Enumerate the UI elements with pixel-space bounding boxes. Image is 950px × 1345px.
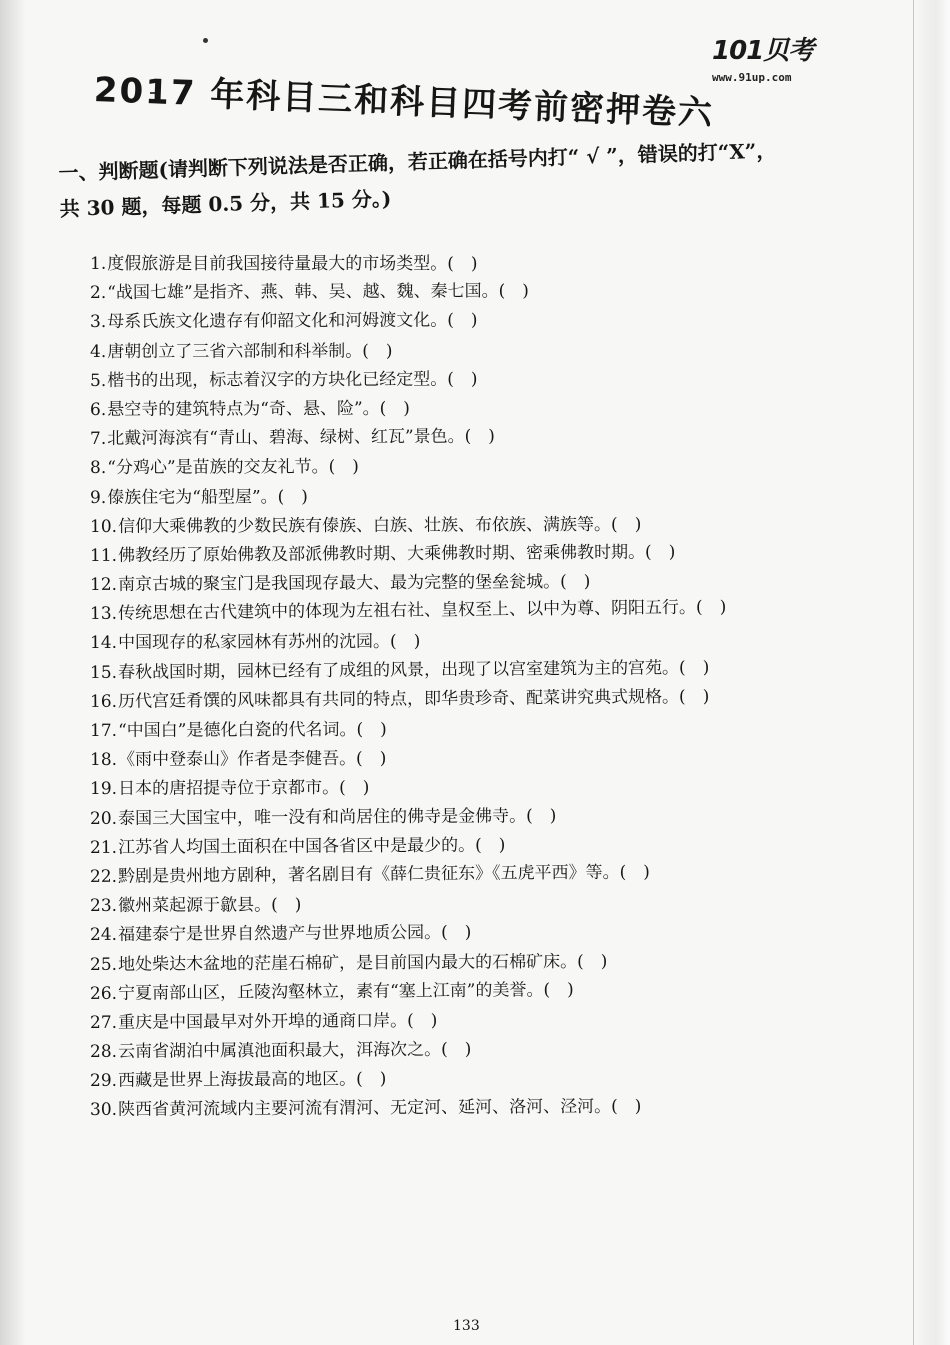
question-number: 2. bbox=[89, 283, 107, 304]
question-text: 傣族住宅为“船型屋”。( ) bbox=[107, 486, 308, 508]
question-text: 泰国三大国宝中，唯一没有和尚居住的佛寺是金佛寺。( ) bbox=[117, 805, 557, 829]
brand-url: www.91up.com bbox=[712, 71, 792, 84]
question-item bbox=[90, 1092, 820, 1126]
question-number: 25. bbox=[89, 954, 118, 975]
page-gutter-shadow bbox=[0, 0, 26, 1345]
question-item bbox=[90, 451, 820, 483]
question-text: 唐朝创立了三省六部制和科举制。( ) bbox=[107, 340, 393, 362]
question-number: 19. bbox=[89, 779, 118, 800]
section-heading-line-1: 一、判断题(请判断下列说法是否正确，若正确在括号内打“ √ ”，错误的打“X”， bbox=[58, 138, 777, 185]
question-item bbox=[90, 305, 820, 337]
question-number: 13. bbox=[89, 603, 118, 625]
question-text: 度假旅游是目前我国接待量最大的市场类型。( ) bbox=[107, 254, 478, 274]
question-number: 29. bbox=[89, 1071, 118, 1092]
brand-logo bbox=[712, 30, 822, 84]
question-number: 18. bbox=[89, 750, 118, 771]
question-text: 南京古城的聚宝门是我国现存最大、最为完整的堡垒瓮城。( ) bbox=[117, 571, 591, 595]
question-text: 地处柴达木盆地的茫崖石棉矿，是目前国内最大的石棉矿床。( ) bbox=[117, 951, 608, 975]
question-item bbox=[90, 593, 820, 630]
question-text: 北戴河海滨有“青山、碧海、绿树、红瓦”景色。( ) bbox=[107, 426, 495, 450]
question-number: 30. bbox=[89, 1100, 118, 1121]
question-item bbox=[90, 857, 820, 892]
question-text: 佛教经历了原始佛教及部派佛教时期、大乘佛教时期、密乘佛教时期。( ) bbox=[117, 542, 676, 566]
question-number: 17. bbox=[89, 720, 118, 741]
question-number: 12. bbox=[89, 574, 118, 596]
question-text: 母系氏族文化遗存有仰韶文化和河姆渡文化。( ) bbox=[107, 310, 478, 333]
question-number: 16. bbox=[89, 691, 118, 712]
question-item bbox=[90, 714, 820, 746]
page-right-edge bbox=[913, 0, 950, 1345]
question-item bbox=[90, 743, 820, 775]
question-number: 15. bbox=[89, 662, 118, 683]
question-number: 4. bbox=[89, 341, 107, 362]
question-number: 28. bbox=[89, 1041, 118, 1063]
question-text: 传统思想在古代建筑中的体现为左祖右社、皇权至上、以中为尊、阴阳五行。( ) bbox=[117, 597, 727, 624]
question-number: 6. bbox=[89, 399, 107, 420]
question-text: 西藏是世界上海拔最高的地区。( ) bbox=[117, 1069, 387, 1092]
question-item bbox=[90, 974, 820, 1009]
page-title: 2017 年科目三和科目四考前密押卷六 bbox=[93, 69, 715, 134]
question-item bbox=[90, 1004, 820, 1038]
question-item bbox=[90, 480, 820, 512]
question-number: 10. bbox=[89, 516, 118, 537]
question-number: 14. bbox=[89, 633, 118, 654]
question-number: 27. bbox=[89, 1012, 118, 1033]
question-number: 22. bbox=[89, 866, 118, 887]
question-text: 中国现存的私家园林有苏州的沈园。( ) bbox=[118, 632, 421, 654]
question-text: 江苏省人均国土面积在中国各省区中是最少的。( ) bbox=[117, 835, 506, 858]
question-number: 20. bbox=[89, 808, 118, 829]
question-number: 3. bbox=[89, 312, 107, 333]
question-number: 21. bbox=[89, 837, 118, 858]
question-text: 黔剧是贵州地方剧种，著名剧目有《薛仁贵征东》《五虎平西》等。( ) bbox=[117, 862, 650, 887]
question-item bbox=[90, 364, 820, 396]
question-text: 宁夏南部山区，丘陵沟壑林立，素有“塞上江南”的美誉。( ) bbox=[117, 979, 574, 1004]
question-item bbox=[90, 336, 820, 367]
question-text: 信仰大乘佛教的少数民族有傣族、白族、壮族、布依族、满族等。( ) bbox=[118, 514, 642, 537]
section-heading bbox=[58, 131, 820, 227]
question-text: 陕西省黄河流域内主要河流有渭河、无定河、延河、洛河、泾河。( ) bbox=[117, 1096, 642, 1121]
question-item bbox=[90, 537, 820, 571]
question-item bbox=[90, 421, 820, 455]
question-text: “战国七雄”是指齐、燕、韩、吴、越、魏、秦七国。( ) bbox=[107, 281, 529, 304]
question-item bbox=[90, 772, 820, 804]
question-text: 福建泰宁是世界自然遗产与世界地质公园。( ) bbox=[117, 922, 472, 946]
question-item bbox=[90, 510, 820, 542]
question-text: 春秋战国时期，园林已经有了成组的风景，出现了以宫室建筑为主的宫苑。( ) bbox=[117, 657, 710, 683]
question-text: 日本的唐招提寺位于京都市。( ) bbox=[118, 778, 370, 800]
question-list bbox=[90, 250, 820, 1126]
question-text: 历代宫廷肴馔的风味都具有共同的特点，即华贵珍奇、配菜讲究典式规格。( ) bbox=[117, 686, 710, 712]
question-text: 楷书的出现，标志着汉字的方块化已经定型。( ) bbox=[107, 369, 478, 391]
question-text: 云南省湖泊中属滇池面积最大，洱海次之。( ) bbox=[117, 1039, 472, 1062]
question-item bbox=[90, 800, 820, 834]
question-text: 《雨中登泰山》作者是李健吾。( ) bbox=[118, 748, 387, 771]
question-number: 11. bbox=[89, 545, 118, 566]
question-number: 7. bbox=[89, 429, 107, 450]
question-text: 徽州菜起源于歙县。( ) bbox=[118, 895, 302, 917]
question-item bbox=[90, 682, 820, 717]
question-text: 重庆是中国最早对外开埠的通商口岸。( ) bbox=[117, 1010, 438, 1033]
question-text: “分鸡心”是苗族的交友礼节。( ) bbox=[107, 457, 359, 479]
question-item bbox=[90, 276, 820, 308]
question-number: 24. bbox=[89, 925, 118, 946]
question-number: 5. bbox=[89, 370, 107, 391]
question-text: “中国白”是德化白瓷的代名词。( ) bbox=[118, 719, 387, 741]
question-number: 23. bbox=[89, 896, 118, 917]
brand-name: 101贝考 bbox=[712, 36, 814, 66]
section-heading-line-2: 共 30 题，每题 0.5 分，共 15 分。) bbox=[59, 186, 392, 221]
question-number: 9. bbox=[89, 487, 107, 508]
question-item bbox=[90, 917, 820, 951]
question-text: 悬空寺的建筑特点为“奇、悬、险”。( ) bbox=[107, 398, 410, 420]
question-number: 8. bbox=[89, 458, 107, 479]
ink-dot bbox=[203, 38, 208, 43]
question-number: 1. bbox=[90, 254, 107, 274]
question-number: 26. bbox=[89, 983, 118, 1004]
page-number: 133 bbox=[453, 1318, 480, 1334]
question-item bbox=[90, 250, 820, 279]
